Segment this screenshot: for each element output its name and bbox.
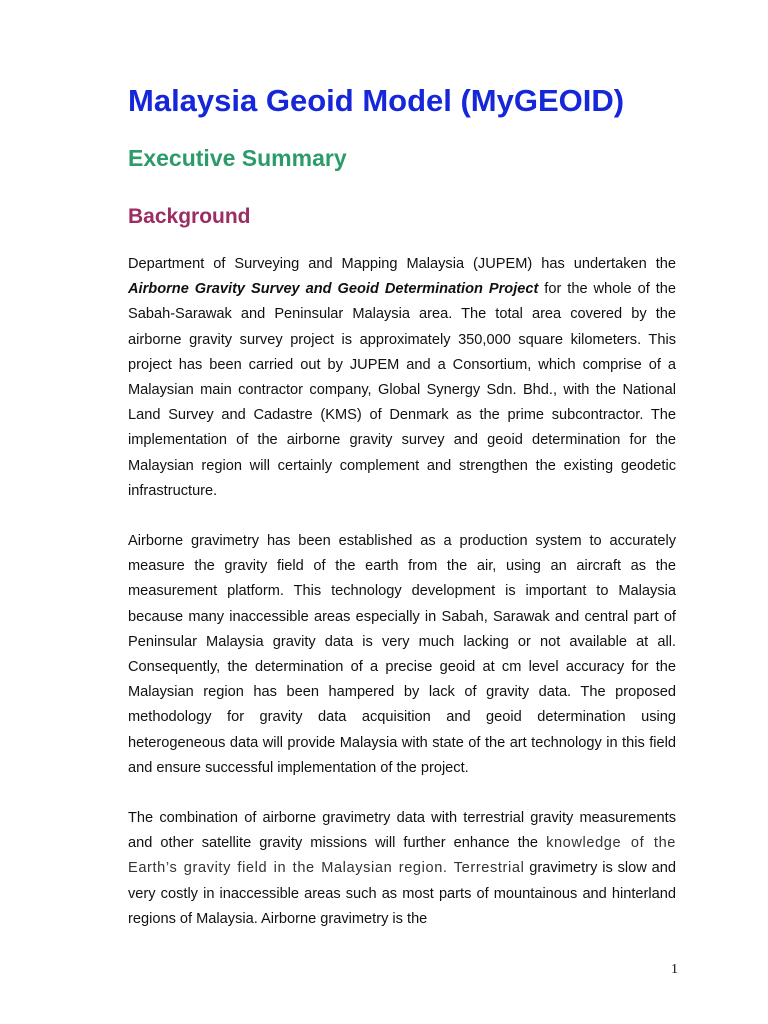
page-subtitle: Executive Summary bbox=[128, 145, 347, 171]
paragraph-3 bbox=[128, 806, 676, 932]
paragraph-2: Airborne gravimetry has been established as a production system to accurately measure the gravity field of the earth from the air, using an aircraft as the measurement platform. This technology development is important to Malaysia because many inaccessible areas especially in Sabah, Sarawak and central part of Peninsular Malaysia gravity data is very much lacking or not available at all. Consequently, the determination of a precise geoid at cm level accuracy for the Malaysian region has been hampered by lack of gravity data. The proposed methodology for gravity data acquisition and geoid determination using heterogeneous data will provide Malaysia with state of the art technology in this field and ensure successful implementation of the project. bbox=[128, 533, 676, 776]
paragraph-3-text-light: knowledge of the Earth’s gravity field in the Malaysian region. Terrestrial bbox=[128, 835, 677, 877]
project-name-emphasis: Airborne Gravity Survey and Geoid Determination Project bbox=[128, 281, 539, 298]
paragraph-3-text-start: The combination of airborne gravimetry data with terrestrial gravity measurements and other satellite gravity missions will further enhance the bbox=[128, 810, 676, 852]
paragraph-3-text-end: gravimetry is slow and very costly in inaccessible areas such as most parts of mountainous and hinterland regions of Malaysia. Airborne gravimetry is the bbox=[128, 860, 677, 927]
paragraph-1-text-start: Department of Surveying and Mapping Malaysia (JUPEM) has undertaken the bbox=[128, 256, 676, 272]
paragraph-1 bbox=[128, 252, 676, 504]
page-title: Malaysia Geoid Model (MyGEOID) bbox=[128, 83, 625, 118]
section-heading: Background bbox=[128, 205, 251, 228]
page-number: 1 bbox=[671, 962, 678, 977]
paragraph-1-text-end: for the whole of the Sabah-Sarawak and Peninsular Malaysia area. The total area covered by the airborne gravity survey project is approximately 350,000 square kilometers. This project has been carried out by JUPEM and a Consortium, which comprise of a Malaysian main contractor company, Global Synergy Sdn. Bhd., with the National Land Survey and Cadastre (KMS) of Denmark as the prime subcontractor. The implementation of the airborne gravity survey and geoid determination for the Malaysian region will certainly complement and strengthen the existing geodetic infrastructure. bbox=[128, 281, 676, 499]
